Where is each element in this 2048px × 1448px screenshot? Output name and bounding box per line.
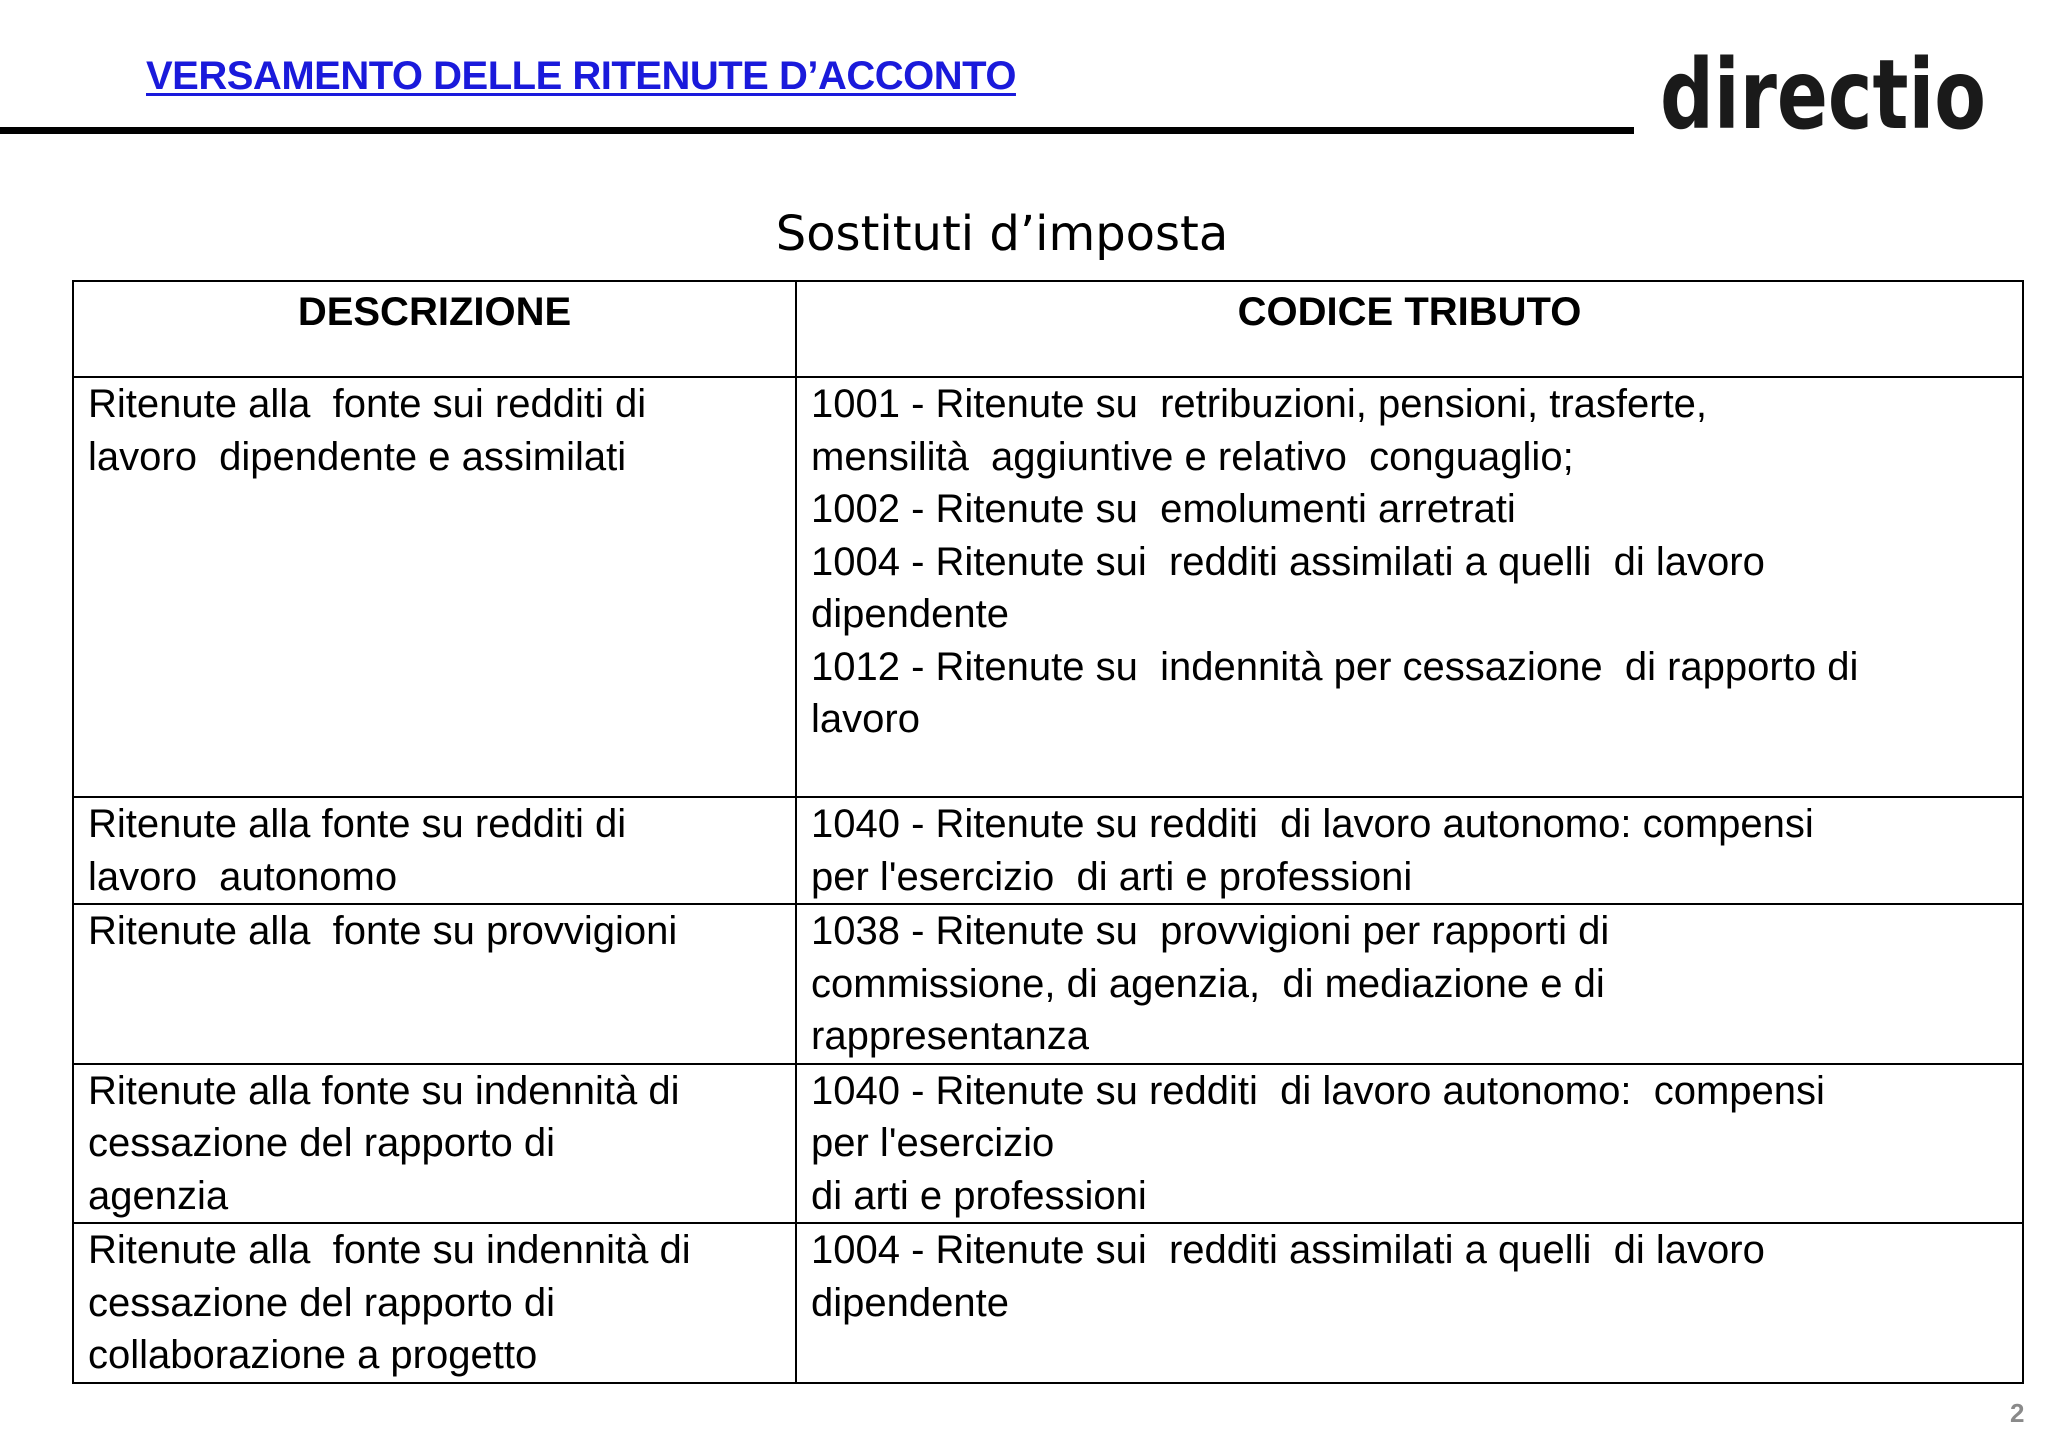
column-header-tax-code: CODICE TRIBUTO — [796, 281, 2023, 377]
tax-codes-table — [72, 280, 2024, 1384]
table-row — [73, 1223, 2023, 1383]
description-line: Ritenute alla fonte su indennità di — [88, 1068, 680, 1113]
logo-text: directio — [1660, 39, 1986, 151]
header-divider — [0, 127, 1634, 134]
description-line: collaborazione a progetto — [88, 1333, 538, 1377]
tax-code-line: commissione, di agenzia, di mediazione e di — [811, 961, 1605, 1006]
description-cell — [73, 1223, 796, 1383]
tax-code-line: rappresentanza — [811, 1014, 1089, 1058]
tax-code-cell — [796, 1064, 2023, 1224]
description-cell — [73, 904, 796, 1064]
description-line: lavoro autonomo — [88, 854, 398, 899]
tax-code-cell — [796, 797, 2023, 904]
description-line: agenzia — [88, 1173, 229, 1218]
tax-code-line: mensilità aggiuntive e relativo conguaglio; — [811, 434, 1574, 479]
tax-code-line: dipendente — [811, 1280, 1009, 1325]
tax-code-line: per l'esercizio — [811, 1121, 1055, 1165]
page-number: 2 — [2010, 1398, 2025, 1428]
table-row — [73, 904, 2023, 1064]
tax-code-line: 1012 - Ritenute su indennità per cessazione di rapporto di — [811, 644, 1859, 689]
description-line: Ritenute alla fonte su indennità di — [88, 1228, 691, 1272]
description-cell — [73, 377, 796, 797]
column-header-description: DESCRIZIONE — [73, 281, 796, 377]
tax-code-line: 1040 - Ritenute su redditi di lavoro autonomo: compensi — [811, 1068, 1825, 1113]
tax-code-cell — [796, 377, 2023, 797]
description-line: lavoro dipendente e assimilati — [88, 434, 627, 479]
description-cell — [73, 797, 796, 904]
tax-code-line: per l'esercizio di arti e professioni — [811, 854, 1413, 899]
table-row — [73, 1064, 2023, 1224]
description-line: Ritenute alla fonte su provvigioni — [88, 909, 678, 953]
tax-code-line: di arti e professioni — [811, 1173, 1147, 1218]
directio-logo — [1660, 39, 1990, 151]
description-line: cessazione del rapporto di — [88, 1280, 555, 1325]
table-row — [73, 377, 2023, 797]
tax-code-line: 1004 - Ritenute sui redditi assimilati a quelli di lavoro — [811, 539, 1765, 584]
tax-code-cell — [796, 904, 2023, 1064]
description-line: Ritenute alla fonte sui redditi di — [88, 382, 647, 426]
description-line: cessazione del rapporto di — [88, 1121, 555, 1165]
tax-code-line: 1038 - Ritenute su provvigioni per rapporti di — [811, 909, 1610, 953]
header-title-link[interactable]: VERSAMENTO DELLE RITENUTE D’ACCONTO — [146, 54, 1016, 98]
tax-code-line: 1040 - Ritenute su redditi di lavoro autonomo: compensi — [811, 802, 1814, 846]
description-line: Ritenute alla fonte su redditi di — [88, 802, 627, 846]
table-header-row — [73, 281, 2023, 377]
table-row — [73, 797, 2023, 904]
section-title: Sostituti d’imposta — [775, 206, 1229, 262]
tax-code-line: 1002 - Ritenute su emolumenti arretrati — [811, 487, 1516, 531]
tax-code-line: dipendente — [811, 592, 1009, 636]
description-cell — [73, 1064, 796, 1224]
tax-code-line: lavoro — [811, 697, 920, 741]
tax-code-cell — [796, 1223, 2023, 1383]
tax-code-line: 1001 - Ritenute su retribuzioni, pensioni, trasferte, — [811, 382, 1708, 426]
tax-code-line: 1004 - Ritenute sui redditi assimilati a quelli di lavoro — [811, 1228, 1765, 1272]
